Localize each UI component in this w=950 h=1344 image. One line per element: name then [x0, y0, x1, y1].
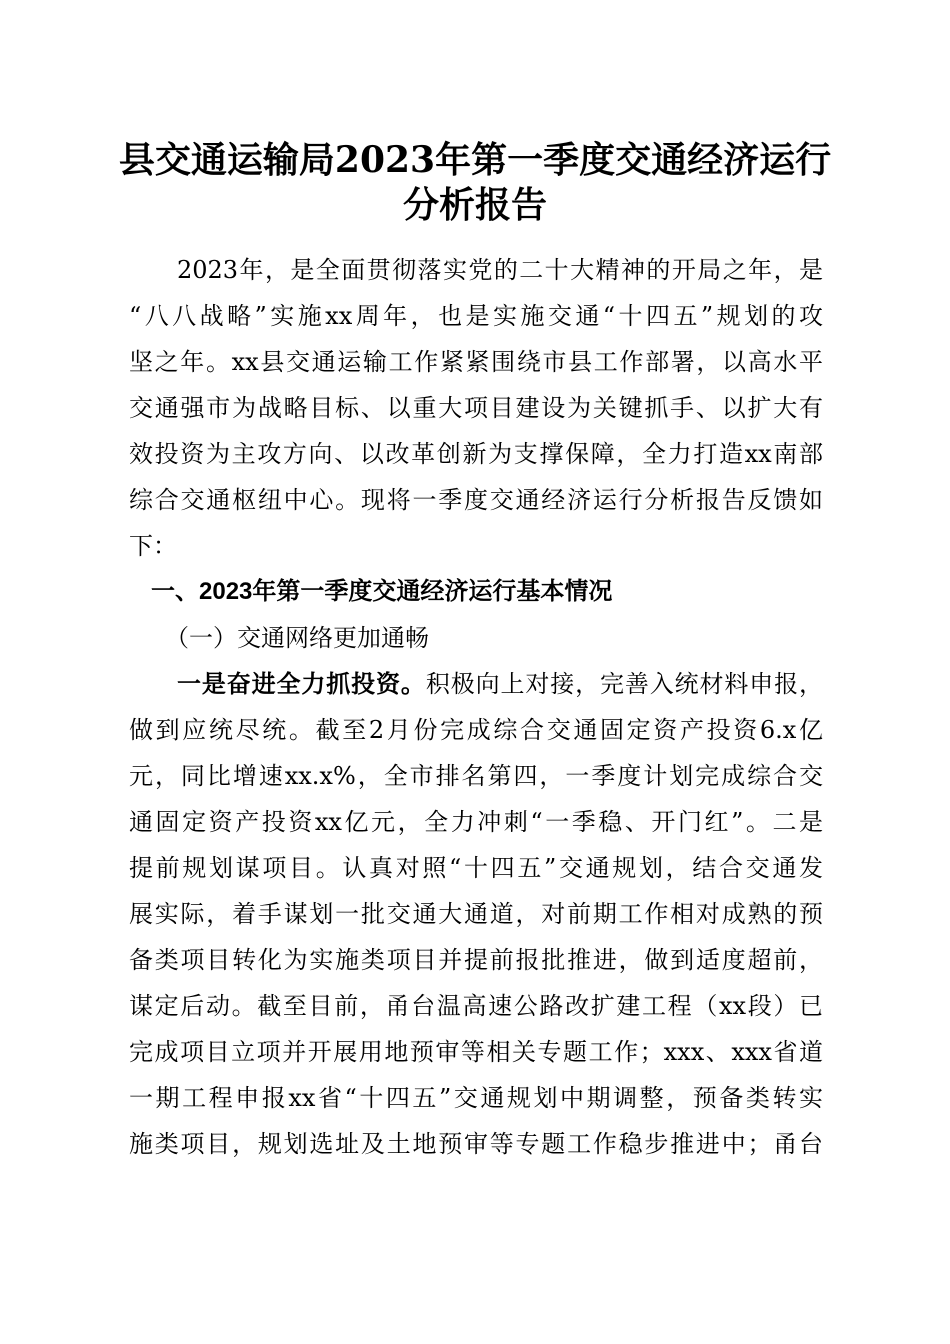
- section-heading: 一、2023年第一季度交通经济运行基本情况: [151, 578, 613, 605]
- paragraph-line: 谋定后动。截至目前，甬台温高速公路改扩建工程（xx段）已: [129, 992, 823, 1020]
- subsection-heading: （一）交通网络更加通畅: [165, 624, 429, 652]
- paragraph-line: 交通强市为战略目标、以重大项目建设为关键抓手、以扩大有: [129, 394, 823, 422]
- paragraph-line: 效投资为主攻方向、以改革创新为支撑保障，全力打造xx南部: [129, 440, 823, 468]
- paragraph-line: 展实际，着手谋划一批交通大通道，对前期工作相对成熟的预: [129, 900, 823, 928]
- paragraph-line: 完成项目立项并开展用地预审等相关专题工作；xxx、xxx省道: [129, 1038, 823, 1066]
- document-title-line-2: 分析报告: [402, 184, 547, 226]
- document-title-line-1: 县交通运输局2023年第一季度交通经济运行: [118, 139, 832, 181]
- lead-phrase: 一是奋进全力抓投资。: [177, 669, 426, 698]
- paragraph-line: 一期工程申报xx省“十四五”交通规划中期调整，预备类转实: [129, 1084, 823, 1112]
- paragraph-line: “八八战略”实施xx周年，也是实施交通“十四五”规划的攻: [129, 302, 823, 330]
- document-body: [129, 247, 823, 1167]
- paragraph-line: 综合交通枢纽中心。现将一季度交通经济运行分析报告反馈如: [129, 486, 823, 514]
- paragraph-line: 提前规划谋项目。认真对照“十四五”交通规划，结合交通发: [129, 854, 823, 882]
- paragraph-line: 做到应统尽统。截至2月份完成综合交通固定资产投资6.x亿: [129, 716, 823, 744]
- paragraph-line: 下：: [129, 532, 177, 560]
- paragraph-line: 备类项目转化为实施类项目并提前报批推进，做到适度超前，: [129, 946, 823, 974]
- paragraph-line: 元，同比增速xx.x%，全市排名第四，一季度计划完成综合交: [129, 762, 823, 790]
- paragraph-line: 施类项目，规划选址及土地预审等专题工作稳步推进中；甬台: [129, 1130, 823, 1158]
- lead-rest: 积极向上对接，完善入统材料申报，: [425, 670, 824, 698]
- paragraph-line: 通固定资产投资xx亿元，全力冲刺“一季稳、开门红”。二是: [129, 808, 823, 836]
- paragraph-line: [129, 661, 823, 707]
- paragraph-line: 2023年，是全面贯彻落实党的二十大精神的开局之年，是: [177, 256, 823, 284]
- paragraph-line: 坚之年。xx县交通运输工作紧紧围绕市县工作部署，以高水平: [129, 348, 823, 376]
